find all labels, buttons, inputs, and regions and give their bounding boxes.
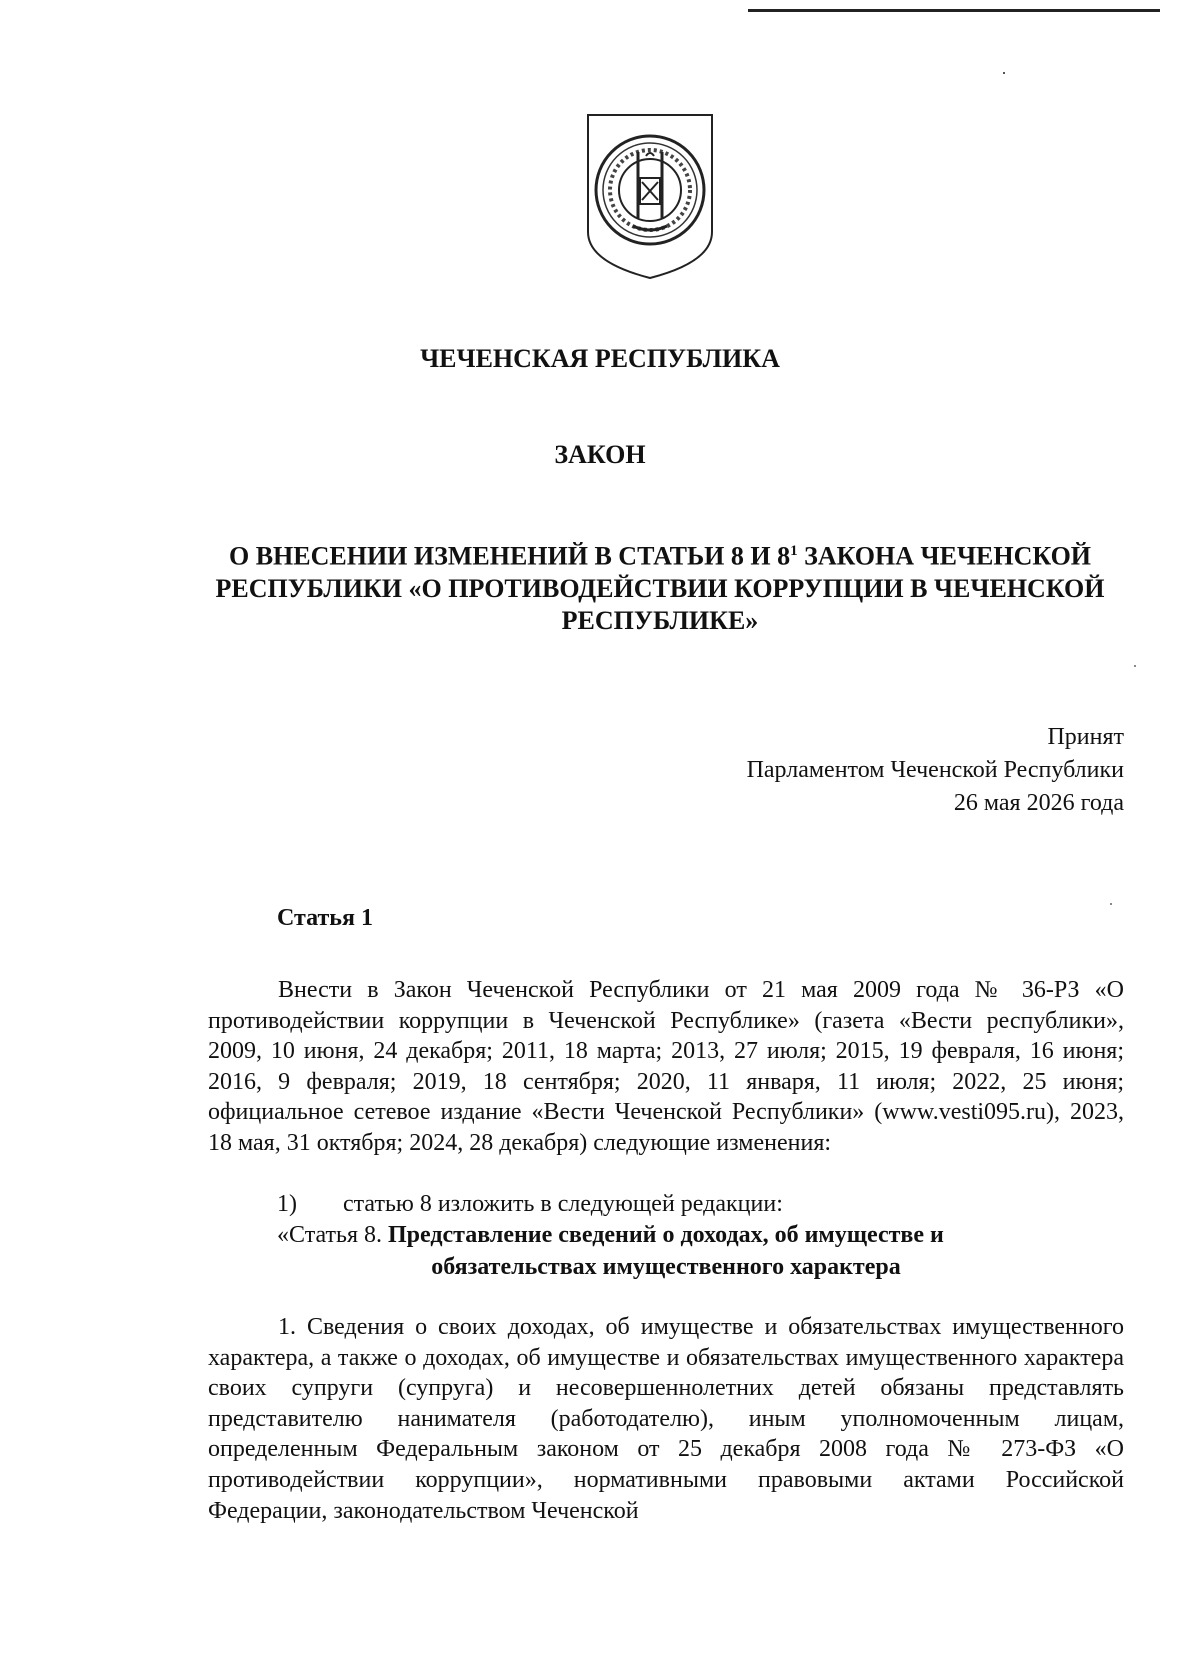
amendment-item bbox=[277, 1189, 1124, 1220]
item-text: статью 8 изложить в следующей редакции: bbox=[343, 1191, 783, 1217]
coat-of-arms-emblem bbox=[585, 112, 715, 280]
scan-speck bbox=[1134, 665, 1136, 667]
article8-prefix: «Статья 8. bbox=[277, 1222, 388, 1248]
adopted-label: Принят bbox=[1047, 724, 1124, 750]
article-heading: Статья 1 bbox=[277, 905, 373, 931]
scan-speck bbox=[1110, 903, 1112, 905]
article8-title-line1 bbox=[277, 1220, 1124, 1250]
republic-heading: ЧЕЧЕНСКАЯ РЕСПУБЛИКА bbox=[420, 344, 780, 373]
law-title-superscript: 1 bbox=[790, 543, 798, 559]
law-title bbox=[195, 535, 1125, 637]
clause-paragraph: 1. Сведения о своих доходах, об имуществе и обязательствах имущественного характера, а также о доходах, об имуществе и обязательствах имущественного характера своих супруги (супруга) и несовершеннолетних детей обязаны представлять представителю нанимателя (работодателю), иным уполномоченным лицам, определенным Федеральным законом от 25 декабря 2008 года № 273-ФЗ «О противодействии коррупции», нормативными правовыми актами Российской Федерации, законодательством Чеченской bbox=[208, 1314, 1124, 1524]
document-type-heading: ЗАКОН bbox=[554, 440, 646, 469]
law-title-part2: ЗАКОНА ЧЕЧЕНСКОЙ РЕСПУБЛИКИ «О ПРОТИВОДЕЙСТВИИ КОРРУПЦИИ В ЧЕЧЕНСКОЙ РЕСПУБЛИКЕ» bbox=[215, 541, 1105, 635]
adoption-block bbox=[747, 721, 1124, 820]
scan-speck bbox=[1003, 72, 1005, 74]
top-border-line bbox=[748, 9, 1160, 12]
adopted-date: 26 мая 2026 года bbox=[953, 790, 1124, 816]
law-title-part1: О ВНЕСЕНИИ ИЗМЕНЕНИЙ В СТАТЬИ 8 И 8 bbox=[228, 541, 791, 571]
adopted-by: Парламентом Чеченской Республики bbox=[746, 757, 1124, 783]
article-paragraph: Внести в Закон Чеченской Республики от 21 мая 2009 года № 36-РЗ «О противодействии коррупции в Чеченской Республике» (газета «Вести республики», 2009, 10 июня, 24 декабря; 2011, 18 марта; 2013, 27 июля; 2015, 19 февраля, 16 июня; 2016, 9 февраля; 2019, 18 сентября; 2020, 11 января, 11 июля; 2022, 25 июня; официальное сетевое издание «Вести Чеченской Республики» (www.vesti095.ru), 2023, 18 мая, 31 октября; 2024, 28 декабря) следующие изменения: bbox=[208, 977, 1124, 1156]
article8-title-line2: обязательствах имущественного характера bbox=[431, 1254, 901, 1280]
item-number: 1) bbox=[277, 1191, 297, 1217]
article8-title-bold: Представление сведений о доходах, об имуществе и bbox=[387, 1222, 944, 1248]
